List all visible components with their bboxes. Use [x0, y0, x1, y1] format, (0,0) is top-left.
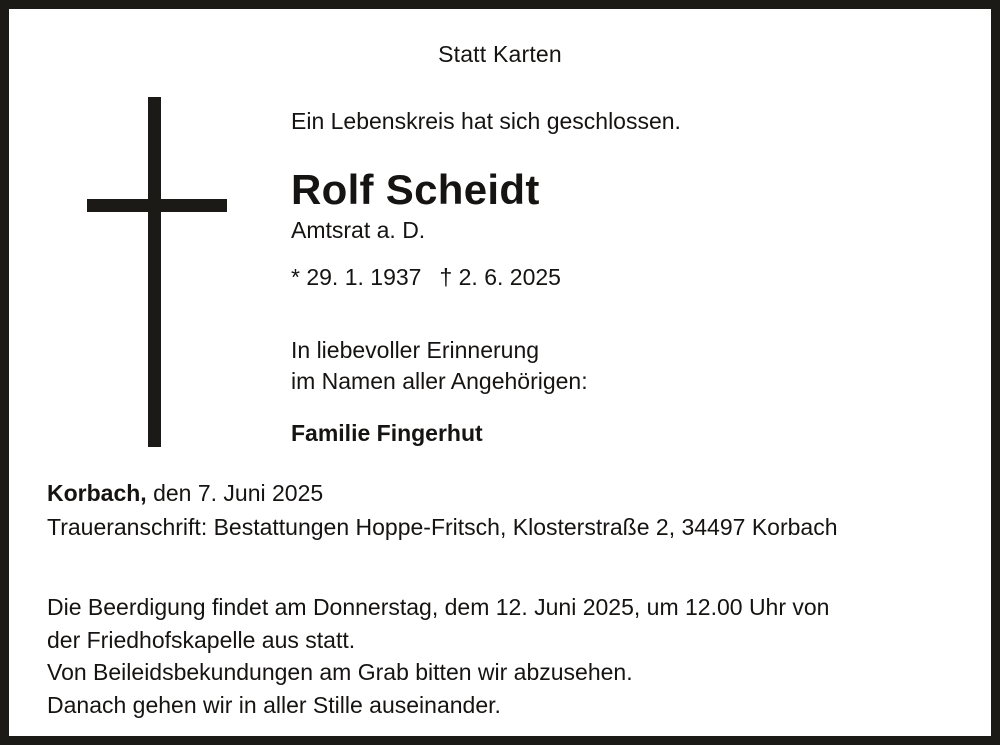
funeral-notes	[47, 591, 977, 722]
statt-karten-header: Statt Karten	[438, 41, 562, 67]
memory-line-1: In liebevoller Erinnerung	[291, 337, 540, 364]
note-line-1: Die Beerdigung findet am Donnerstag, dem 12. Juni 2025, um 12.00 Uhr von	[47, 594, 830, 620]
cross-horizontal-bar	[87, 199, 227, 212]
notice-date: den 7. Juni 2025	[146, 480, 324, 506]
deceased-name: Rolf Scheidt	[291, 165, 540, 213]
family-name: Familie Fingerhut	[291, 420, 483, 447]
location-block	[47, 479, 977, 543]
birth-date: * 29. 1. 1937	[291, 263, 422, 290]
lead-line: Ein Lebenskreis hat sich geschlossen.	[291, 108, 681, 134]
deceased-title: Amtsrat a. D.	[291, 216, 426, 243]
note-line-4: Danach gehen wir in aller Stille auseinander.	[47, 691, 501, 718]
funeral-home-address: Traueranschrift: Bestattungen Hoppe-Fritsch, Klosterstraße 2, 34497 Korbach	[47, 513, 838, 540]
death-date: † 2. 6. 2025	[439, 263, 561, 290]
main-text-block	[267, 107, 907, 448]
memory-text	[267, 335, 907, 397]
life-dates	[267, 263, 907, 292]
place-date-line	[47, 479, 977, 509]
cross-icon	[87, 97, 227, 447]
cross-vertical-bar	[148, 97, 161, 447]
obituary-inner	[9, 9, 991, 736]
note-line-2: der Friedhofskapelle aus statt.	[47, 626, 356, 653]
note-line-3: Von Beileidsbekundungen am Grab bitten wir abzusehen.	[47, 659, 633, 686]
place-name: Korbach,	[47, 480, 147, 506]
memory-line-2: im Namen aller Angehörigen:	[291, 368, 588, 395]
